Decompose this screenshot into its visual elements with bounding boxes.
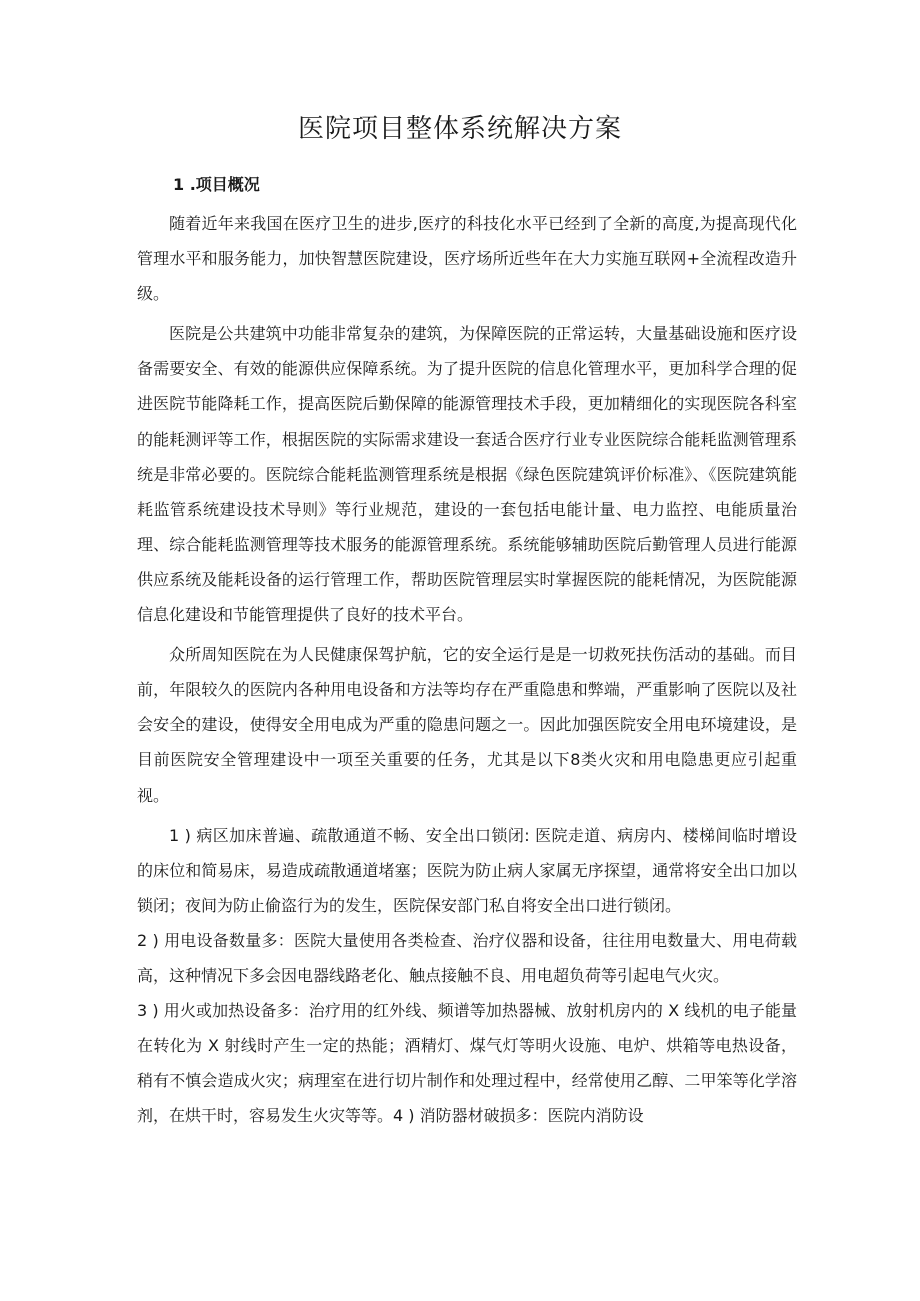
section-heading: 1 .项目概况 xyxy=(173,175,260,194)
list-item: 3 ) 用火或加热设备多：治疗用的红外线、频谱等加热器械、放射机房内的 X 线机的电子能量在转化为 X 射线时产生一定的热能；酒精灯、煤气灯等明火设施、电炉、烘箱等电热设备，稍有不慎会造成火灾；病理室在进行切片制作和处理过程中，经常使用乙醇、二甲笨等化学溶剂，在烘干时，容易发生火灾等等。4 ) 消防器材破损多：医院内消防设 xyxy=(137,1001,797,1126)
paragraph-intro: 随着近年来我国在医疗卫生的进步,医疗的科技化水平已经到了全新的高度,为提高现代化管理水平和服务能力，加快智慧医院建设，医疗场所近些年在大力实施互联网+全流程改造升级。 xyxy=(137,214,797,304)
list-item: 2 ) 用电设备数量多：医院大量使用各类检查、治疗仪器和设备，往往用电数量大、用电荷载高，这种情况下多会因电器线路老化、触点接触不良、用电超负荷等引起电气火灾。 xyxy=(137,930,797,985)
paragraph-energy-system: 医院是公共建筑中功能非常复杂的建筑，为保障医院的正常运转，大量基础设施和医疗设备需要安全、有效的能源供应保障系统。为了提升医院的信息化管理水平，更加科学合理的促进医院节能降耗工作，提高医院后勤保障的能源管理技术手段，更加精细化的实现医院各科室的能耗测评等工作，根据医院的实际需求建设一套适合医疗行业专业医院综合能耗监测管理系统是非常必要的。医院综合能耗监测管理系统是根据《绿色医院建筑评价标准》、《医院建筑能耗监管系统建设技术导则》等行业规范，建设的一套包括电能计量、电力监控、电能质量治理、综合能耗监测管理等技术服务的能源管理系统。系统能够辅助医院后勤管理人员进行能源供应系统及能耗设备的运行管理工作，帮助医院管理层实时掌握医院的能耗情况，为医院能源信息化建设和节能管理提供了良好的技术平台。 xyxy=(137,324,797,625)
document-body xyxy=(137,206,797,1133)
document-title: 医院项目整体系统解决方案 xyxy=(297,114,622,144)
list-item: 1 ) 病区加床普遍、疏散通道不畅、安全出口锁闭: 医院走道、病房内、楼梯间临时增设的床位和简易床，易造成疏散通道堵塞；医院为防止病人家属无序探望，通常将安全出口加以锁闭；夜间为防止偷盗行为的发生，医院保安部门私自将安全出口进行锁闭。 xyxy=(137,825,797,915)
paragraph-safety: 众所周知医院在为人民健康保驾护航，它的安全运行是是一切救死扶伤活动的基础。而目前，年限较久的医院内各种用电设备和方法等均存在严重隐患和弊端，严重影响了医院以及社会安全的建设，使得安全用电成为严重的隐患问题之一。因此加强医院安全用电环境建设，是目前医院安全管理建设中一项至关重要的任务，尤其是以下8类火灾和用电隐患更应引起重视。 xyxy=(137,645,797,805)
